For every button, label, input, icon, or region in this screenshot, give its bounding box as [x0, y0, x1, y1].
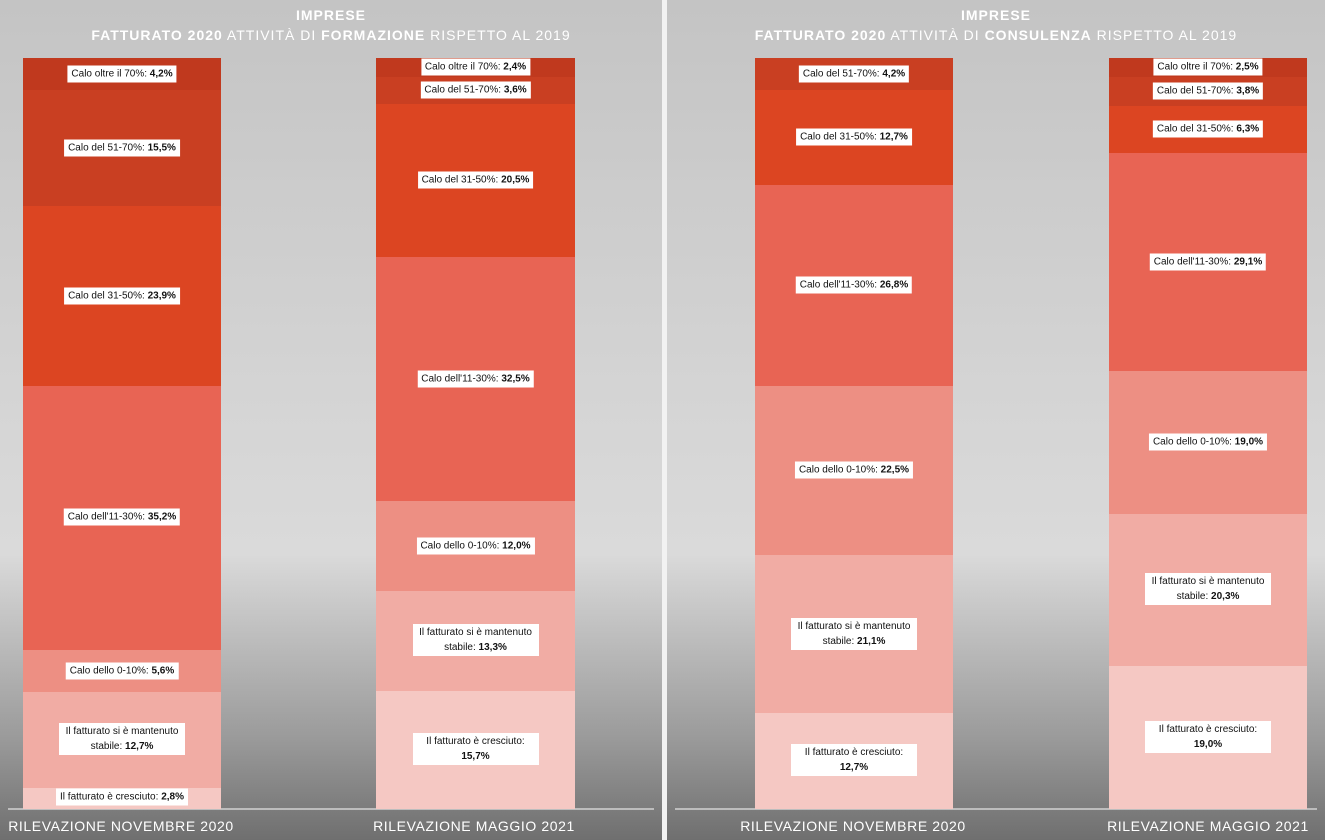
data-label-text: Il fatturato è cresciuto: [426, 736, 525, 748]
data-label-oltre70 [1153, 59, 1262, 76]
data-label-text: Calo oltre il 70%: [1157, 61, 1236, 73]
data-label-value: 21,1% [857, 635, 886, 647]
data-label-text: Il fatturato è cresciuto: [804, 747, 904, 759]
x-tick-label: RILEVAZIONE NOVEMBRE 2020 [8, 818, 234, 834]
data-label-value: 20,5% [501, 174, 530, 186]
data-label-51_70 [420, 81, 530, 98]
title-mid: ATTIVITÀ DI [886, 27, 985, 43]
data-label-text: Calo del 31-50%: [800, 131, 880, 143]
chart-title-line1: IMPRESE [960, 7, 1031, 23]
data-label-value: 29,1% [1233, 256, 1263, 268]
data-label-text: Calo del 51-70%: [802, 68, 883, 80]
data-label-stabile [59, 723, 185, 755]
data-label-value: 2,8% [161, 791, 184, 803]
title-topic: CONSULENZA [984, 27, 1092, 43]
data-label-value: 3,8% [1236, 85, 1260, 97]
data-label-51_70 [799, 65, 909, 82]
data-label-value: 4,2% [882, 68, 906, 80]
data-label-value: 22,5% [880, 464, 910, 476]
data-label-31_50 [64, 287, 180, 304]
data-label-text: Il fatturato è cresciuto: [60, 791, 162, 803]
chart-title-line2 [667, 25, 1325, 45]
data-label-value: 23,9% [147, 290, 176, 302]
data-label-0_10 [1149, 434, 1267, 451]
data-label-text: Calo dello 0-10%: [1152, 436, 1235, 448]
chart-title-line2 [0, 25, 662, 45]
title-suffix: RISPETTO AL 2019 [1091, 27, 1238, 43]
data-label-stabile [413, 624, 539, 656]
data-label-value: 12,7% [125, 741, 154, 753]
data-label-text: Il fatturato si è mantenuto stabile: [797, 620, 911, 647]
chart-panel-consulenza [667, 0, 1325, 840]
data-label-text: Calo del 31-50%: [421, 174, 502, 186]
x-tick-label: RILEVAZIONE NOVEMBRE 2020 [740, 818, 966, 834]
data-label-value: 12,7% [839, 762, 869, 774]
data-label-11_30 [796, 277, 912, 294]
data-label-value: 5,6% [151, 665, 175, 677]
data-label-text: Calo dell'11-30%: [799, 279, 880, 291]
data-label-text: Calo oltre il 70%: [71, 68, 150, 80]
data-label-value: 2,5% [1235, 61, 1259, 73]
data-label-value: 12,7% [879, 131, 908, 143]
data-label-text: Calo oltre il 70%: [424, 61, 504, 73]
data-label-value: 15,7% [461, 751, 490, 763]
data-label-cresciuto [791, 744, 917, 776]
data-label-value: 19,0% [1234, 436, 1264, 448]
data-label-value: 6,3% [1236, 123, 1260, 135]
data-label-value: 12,0% [502, 540, 531, 551]
data-label-text: Calo del 51-70%: [68, 142, 148, 154]
title-topic: FORMAZIONE [321, 27, 426, 43]
data-label-value: 26,8% [879, 279, 909, 291]
data-label-value: 15,5% [147, 142, 176, 154]
data-label-text: Calo del 31-50%: [68, 290, 148, 302]
data-label-31_50 [418, 171, 534, 188]
data-label-text: Calo dello 0-10%: [420, 540, 503, 551]
data-label-oltre70 [67, 65, 176, 82]
data-label-0_10 [66, 662, 179, 679]
data-label-text: Calo dello 0-10%: [798, 464, 881, 476]
x-tick-label: RILEVAZIONE MAGGIO 2021 [1107, 818, 1309, 834]
data-label-value: 4,2% [149, 68, 173, 80]
data-label-0_10 [416, 537, 534, 554]
data-label-text: Il fatturato si è mantenuto stabile: [1151, 576, 1265, 603]
data-label-stabile [791, 618, 917, 650]
chart-title-line1: IMPRESE [295, 7, 366, 23]
data-label-text: Calo dell'11-30%: [67, 511, 148, 523]
title-prefix: FATTURATO 2020 [91, 27, 223, 43]
data-label-value: 3,6% [503, 84, 527, 95]
data-label-text: Il fatturato si è mantenuto stabile: [419, 627, 532, 654]
data-label-text: Calo del 51-70%: [1156, 85, 1237, 97]
data-label-text: Il fatturato è cresciuto: [1158, 723, 1258, 735]
data-label-value: 2,4% [503, 61, 527, 73]
data-label-text: Il fatturato si è mantenuto stabile: [65, 726, 179, 753]
data-label-value: 20,3% [1211, 591, 1240, 603]
data-label-cresciuto [1145, 721, 1271, 753]
data-label-text: Calo dello 0-10%: [69, 665, 152, 677]
data-label-51_70 [64, 139, 180, 156]
data-label-text: Calo del 31-50%: [1156, 123, 1237, 135]
data-label-text: Calo dell'11-30%: [1153, 256, 1234, 268]
data-label-11_30 [64, 509, 180, 526]
chart-panel-formazione [0, 0, 662, 840]
x-tick-label: RILEVAZIONE MAGGIO 2021 [373, 818, 575, 834]
data-label-value: 35,2% [147, 511, 177, 523]
title-suffix: RISPETTO AL 2019 [425, 27, 571, 43]
data-label-0_10 [795, 462, 913, 479]
data-label-11_30 [417, 370, 533, 387]
data-label-value: 32,5% [501, 373, 530, 385]
data-label-text: Calo dell'11-30%: [421, 373, 502, 385]
data-label-value: 13,3% [478, 642, 507, 654]
data-label-text: Calo del 51-70%: [424, 84, 504, 95]
data-label-cresciuto [413, 733, 539, 765]
data-label-31_50 [1153, 120, 1263, 137]
title-mid: ATTIVITÀ DI [222, 27, 322, 43]
data-label-11_30 [1150, 253, 1266, 270]
data-label-31_50 [796, 129, 912, 146]
data-label-51_70 [1153, 83, 1263, 100]
title-prefix: FATTURATO 2020 [754, 27, 887, 43]
data-label-oltre70 [421, 59, 530, 76]
data-label-cresciuto [56, 789, 188, 806]
data-label-stabile [1145, 573, 1271, 605]
data-label-value: 19,0% [1193, 738, 1223, 750]
